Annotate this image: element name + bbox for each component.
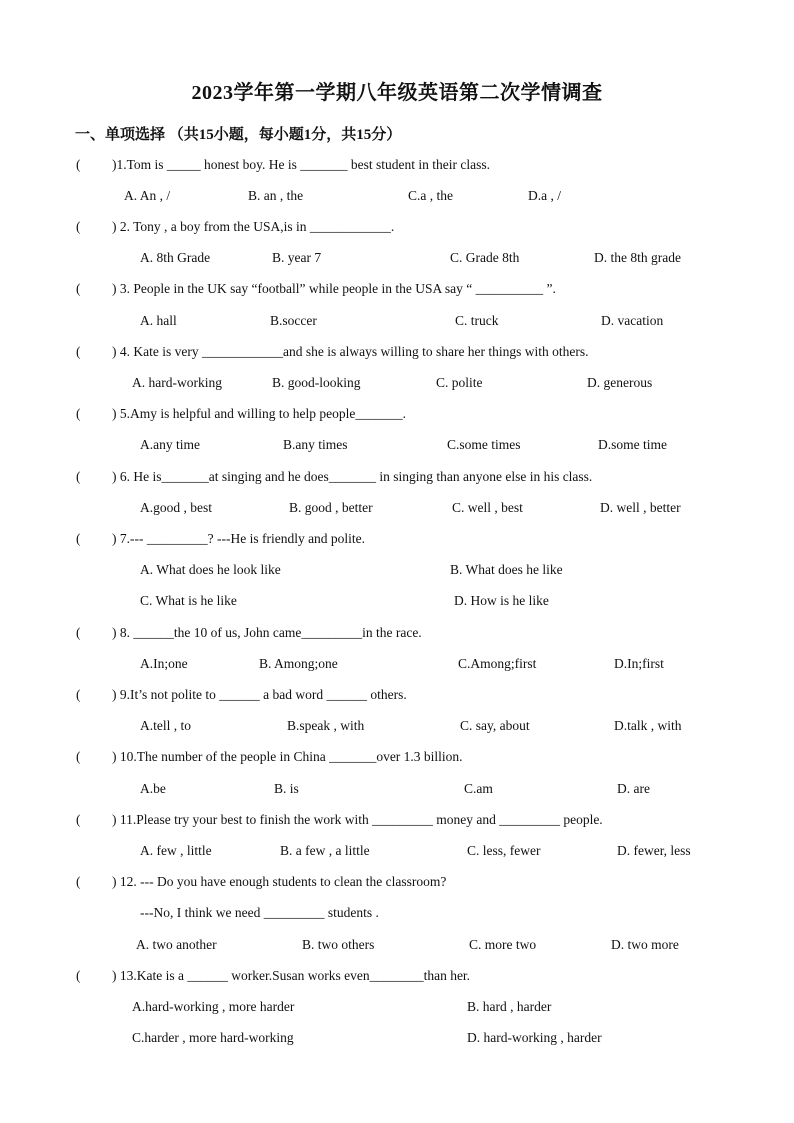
option-c: C. well , best: [452, 500, 523, 515]
answer-paren[interactable]: (: [76, 749, 81, 764]
option-d: D.some time: [598, 437, 667, 452]
question-stem: ) 12. --- Do you have enough students to clean the classroom?: [112, 874, 447, 889]
option-a: A.hard-working , more harder: [132, 999, 295, 1014]
option-c: C. polite: [436, 375, 483, 390]
option-a: A. 8th Grade: [140, 250, 211, 265]
answer-paren[interactable]: (: [76, 531, 81, 546]
option-d: D. How is he like: [454, 593, 549, 608]
option-d: D.talk , with: [614, 718, 682, 733]
answer-paren[interactable]: (: [76, 219, 81, 234]
option-b: B. a few , a little: [280, 843, 370, 858]
option-c: C.some times: [447, 437, 521, 452]
answer-paren[interactable]: (: [76, 406, 81, 421]
option-c: C.Among;first: [458, 656, 537, 671]
option-c: C. Grade 8th: [450, 250, 520, 265]
answer-paren[interactable]: (: [76, 344, 81, 359]
option-a: A.be: [140, 781, 166, 796]
option-d: D. the 8th grade: [594, 250, 681, 265]
option-c: C. less, fewer: [467, 843, 541, 858]
answer-paren[interactable]: (: [76, 812, 81, 827]
option-d: D.a , /: [528, 188, 561, 203]
option-d: D. generous: [587, 375, 653, 390]
option-c: C.a , the: [408, 188, 453, 203]
option-a: A. few , little: [140, 843, 212, 858]
question-stem: ) 9.It’s not polite to ______ a bad word ______ others.: [112, 687, 407, 702]
answer-paren[interactable]: (: [76, 687, 81, 702]
option-a: A.any time: [140, 437, 200, 452]
option-a: A. two another: [136, 937, 217, 952]
answer-paren[interactable]: (: [76, 469, 81, 484]
option-a: A.tell , to: [140, 718, 191, 733]
option-a: A.good , best: [140, 500, 212, 515]
question-stem: )1.Tom is _____ honest boy. He is _______ best student in their class.: [112, 157, 491, 172]
option-b: B.any times: [283, 437, 348, 452]
option-d: D. two more: [611, 937, 679, 952]
option-b: B.soccer: [270, 313, 317, 328]
option-a: A. hard-working: [132, 375, 222, 390]
option-b: B. an , the: [248, 188, 304, 203]
answer-paren[interactable]: (: [76, 281, 81, 296]
question-stem: ) 4. Kate is very ____________and she is always willing to share her things with others.: [112, 344, 589, 359]
option-c: C. What is he like: [140, 593, 237, 608]
question-stem: ) 6. He is_______at singing and he does_______ in singing than anyone else in his class.: [112, 469, 593, 484]
option-b: B. two others: [302, 937, 375, 952]
option-c: C.am: [464, 781, 493, 796]
option-b: B. good , better: [289, 500, 373, 515]
option-b: B. is: [274, 781, 299, 796]
answer-paren[interactable]: (: [76, 157, 81, 172]
option-d: D.In;first: [614, 656, 664, 671]
section-heading: 一、单项选择 （共15小题，每小题1分，共15分）: [75, 127, 402, 143]
answer-paren[interactable]: (: [76, 968, 81, 983]
option-b: B. year 7: [272, 250, 322, 265]
option-a: A. An , /: [124, 188, 171, 203]
option-c: C. truck: [455, 313, 499, 328]
option-b: B. What does he like: [450, 562, 563, 577]
option-a: A.In;one: [140, 656, 188, 671]
option-d: D. vacation: [601, 313, 664, 328]
option-a: A. What does he look like: [140, 562, 281, 577]
question-stem: ) 13.Kate is a ______ worker.Susan works even________than her.: [112, 968, 471, 983]
option-d: D. well , better: [600, 500, 681, 515]
option-d: D. hard-working , harder: [467, 1030, 602, 1045]
question-stem: ) 2. Tony , a boy from the USA,is in ____________.: [112, 219, 395, 234]
answer-paren[interactable]: (: [76, 874, 81, 889]
question-stem: ) 5.Amy is helpful and willing to help people_______.: [112, 406, 406, 421]
question-stem-reply: ---No, I think we need _________ students .: [140, 905, 379, 920]
question-stem: ) 7.--- _________? ---He is friendly and polite.: [112, 531, 366, 546]
option-c: C. more two: [469, 937, 537, 952]
option-d: D. are: [617, 781, 650, 796]
option-b: B. Among;one: [259, 656, 338, 671]
answer-paren[interactable]: (: [76, 625, 81, 640]
option-b: B. hard , harder: [467, 999, 552, 1014]
question-stem: ) 8. ______the 10 of us, John came_________in the race.: [112, 625, 422, 640]
option-b: B.speak , with: [287, 718, 365, 733]
option-c: C.harder , more hard-working: [132, 1030, 294, 1045]
question-stem: ) 11.Please try your best to finish the work with _________ money and _________ people.: [112, 812, 603, 827]
option-b: B. good-looking: [272, 375, 361, 390]
page-title: 2023学年第一学期八年级英语第二次学情调查: [191, 82, 603, 104]
question-stem: ) 3. People in the UK say “football” while people in the USA say “ __________ ”.: [112, 281, 556, 296]
question-stem: ) 10.The number of the people in China _______over 1.3 billion.: [112, 749, 463, 764]
option-a: A. hall: [140, 313, 177, 328]
option-d: D. fewer, less: [617, 843, 691, 858]
option-c: C. say, about: [460, 718, 530, 733]
